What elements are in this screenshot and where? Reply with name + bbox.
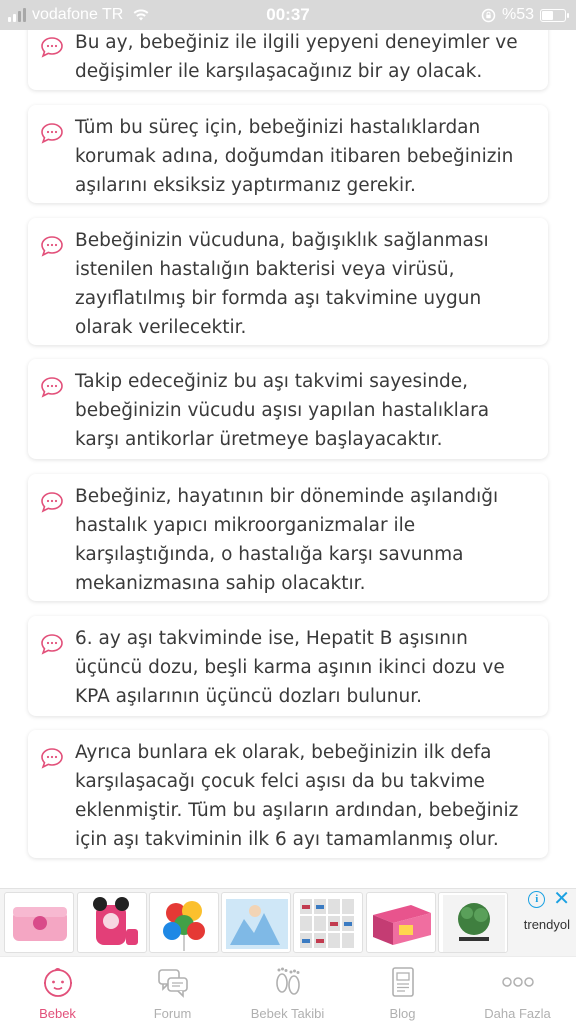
card-text: 6. ay aşı takviminde ise, Hepatit B aşısının üçüncü dozu, beşli karma aşının ikinci dozu ve KPA aşılarının üçüncü dozları bulunur. [75, 628, 505, 707]
speech-bubble-icon [40, 235, 64, 257]
list-item [28, 105, 548, 203]
carrier-name: vodafone TR [32, 6, 124, 23]
list-item [28, 730, 548, 858]
list-item [28, 218, 548, 345]
card-text: Bebeğinizin vücuduna, bağışıklık sağlanması istenilen hastalığın bakterisi veya virüsü, zayıflatılmış bir formda aşı takvimine uygun olarak verilecektir. [75, 230, 489, 338]
ad-product-lunch-box[interactable] [4, 892, 74, 953]
ad-brand-logo[interactable]: trendyol [523, 917, 570, 932]
card-text: Takip edeceğiniz bu aşı takvimi sayesinde, bebeğinizin vücudu aşısı yapılan hastalıklara karşı antikorlar üretmeye başlayacaktır. [75, 371, 490, 450]
close-icon[interactable]: ✕ [553, 888, 570, 910]
orientation-lock-icon [481, 8, 496, 23]
more-dots-icon [501, 965, 535, 999]
card-text: Ayrıca bunlara ek olarak, bebeğinizin ilk defa karşılaşacağı çocuk felci aşısı da bu takvime eklenmiştir. Tüm bu aşıların ardından, bebeğiniz için aşı takviminin ilk 6 ayı tamamlanmış olur. [75, 742, 519, 850]
card-text: Bebeğiniz, hayatının bir döneminde aşılandığı hastalık yapıcı mikroorganizmalar ile karşılaştığında, o hastalığa karşı savunma mekanizmasına sahip olacaktır. [75, 486, 499, 594]
battery-percent: %53 [501, 6, 534, 23]
info-icon[interactable]: i [528, 891, 545, 908]
speech-bubble-icon [40, 376, 64, 398]
tab-label: Daha Fazla [484, 1006, 551, 1021]
tab-label: Bebek Takibi [250, 1006, 325, 1021]
ad-product-balloons[interactable] [149, 892, 219, 953]
tab-label: Forum [153, 1006, 192, 1021]
tab-forum[interactable] [115, 957, 230, 1025]
chat-bubbles-icon [156, 965, 190, 999]
ad-product-frozen-toy[interactable] [221, 892, 291, 953]
speech-bubble-icon [40, 633, 64, 655]
speech-bubble-icon [40, 122, 64, 144]
ad-product-toy-box[interactable] [366, 892, 436, 953]
baby-face-icon [41, 965, 75, 999]
battery-icon [540, 9, 566, 22]
tab-blog[interactable] [345, 957, 460, 1025]
tab-bebek-takibi[interactable] [230, 957, 345, 1025]
ad-product-minnie-backpack[interactable] [77, 892, 147, 953]
ad-product-book-cover[interactable] [438, 892, 508, 953]
ad-controls [528, 888, 570, 910]
tab-daha-fazla[interactable] [460, 957, 575, 1025]
tab-bebek[interactable] [0, 957, 115, 1025]
status-bar [0, 0, 576, 30]
tab-label: Bebek [39, 1006, 76, 1021]
card-text: Bu ay, bebeğiniz ile ilgili yepyeni deneyimler ve değişimler ile karşılaşacağınız bir ay olacak. [75, 32, 518, 82]
status-right [481, 6, 566, 24]
footprints-icon [271, 965, 305, 999]
speech-bubble-icon [40, 36, 64, 58]
card-text: Tüm bu süreç için, bebeğinizi hastalıklardan korumak adına, doğumdan itibaren bebeğinizin aşılarını eksiksiz yaptırmanız gerekir. [75, 117, 514, 196]
speech-bubble-icon [40, 491, 64, 513]
tab-label: Blog [389, 1006, 416, 1021]
bottom-tab-bar [0, 956, 576, 1024]
document-icon [386, 965, 420, 999]
ad-product-book-set[interactable] [293, 892, 363, 953]
list-item [28, 616, 548, 716]
speech-bubble-icon [40, 747, 64, 769]
list-item [28, 474, 548, 601]
clock: 00:37 [266, 5, 310, 24]
ad-banner[interactable] [0, 888, 576, 956]
list-item [28, 359, 548, 459]
